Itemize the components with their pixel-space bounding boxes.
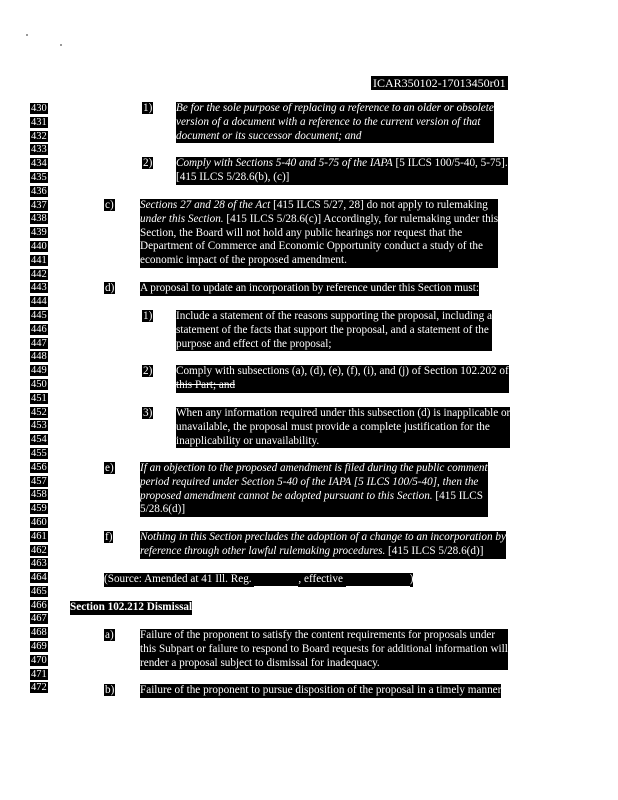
line-number: 433 — [31, 144, 47, 156]
line-number: 431 — [31, 116, 47, 128]
line-number: 457 — [31, 475, 47, 487]
paragraph-f — [140, 531, 506, 559]
line-number: 434 — [31, 158, 47, 170]
item-label: b) — [105, 684, 115, 696]
text-line: Comply with subsections (a), (d), (e), (f), (i), and (j) of Section 102.202 of — [176, 365, 509, 377]
line-number: 462 — [31, 544, 47, 556]
paragraph-c — [140, 199, 498, 268]
line-number: 461 — [31, 530, 47, 542]
section-heading — [70, 601, 192, 615]
text-line: reference through other lawful rulemaking procedures. [415 ILCS 5/28.6(d)] — [140, 545, 506, 559]
line-number: 430 — [31, 103, 47, 114]
line-number: 464 — [31, 572, 47, 584]
text-line: When any information required under this subsection (d) is inapplicable or — [176, 407, 511, 419]
line-number: 452 — [31, 406, 47, 418]
line-number: 456 — [31, 461, 47, 473]
line-number-column — [30, 102, 54, 695]
line-number: 468 — [31, 627, 47, 639]
line-number: 451 — [31, 392, 47, 404]
text-line: [415 ILCS 5/28.6(b), (c)] — [176, 171, 508, 185]
item-label: 1) — [143, 102, 153, 114]
line-number: 443 — [31, 282, 47, 294]
item-label: e) — [105, 462, 114, 474]
line-number: 450 — [31, 378, 47, 390]
text-line: unavailable, the proposal must provide a complete justification for the — [176, 421, 510, 435]
text-line: proposed amendment cannot be adopted pursuant to this Section. [415 ILCS — [140, 490, 488, 504]
text-line: Be for the sole purpose of replacing a reference to an older or obsolete — [176, 102, 494, 114]
item-label: 1) — [143, 310, 153, 322]
text-line: Section, the Board will not hold any public hearings nor request that the — [140, 227, 498, 241]
paragraph-d1 — [176, 310, 492, 351]
text-line: document or its successor document; and — [176, 130, 494, 144]
line-number: 449 — [31, 365, 47, 377]
line-number: 439 — [31, 227, 47, 239]
line-number: 440 — [31, 240, 47, 252]
line-number: 441 — [31, 254, 47, 266]
document-header: ICAR350102-17013450r01 — [373, 76, 506, 90]
paragraph-dismissal-a — [140, 629, 508, 670]
paragraph-dismissal-b — [140, 684, 501, 698]
line-number: 454 — [31, 434, 47, 446]
text-line: Include a statement of the reasons supporting the proposal, including a — [176, 310, 492, 322]
text-line: Failure of the proponent to pursue disposition of the proposal in a timely manner — [140, 684, 502, 696]
line-number: 458 — [31, 489, 47, 501]
line-number: 447 — [31, 337, 47, 349]
line-number: 444 — [31, 296, 47, 308]
line-number: 437 — [31, 199, 47, 211]
line-number: 472 — [31, 682, 47, 694]
text-line: Nothing in this Section precludes the adoption of a change to an incorporation by — [140, 531, 506, 543]
item-label: 3) — [143, 407, 153, 419]
text-line: economic impact of the proposed amendment. — [140, 254, 498, 268]
line-number: 466 — [31, 599, 47, 611]
line-number: 432 — [31, 130, 47, 142]
text-line: period required under Section 5-40 of the IAPA [5 ILCS 100/5-40], then the — [140, 476, 488, 490]
line-number: 448 — [31, 351, 47, 363]
item-label: c) — [105, 199, 114, 211]
scan-speck — [60, 44, 62, 46]
paragraph-d3 — [176, 407, 510, 448]
text-line: render a proposal subject to dismissal for inadequacy. — [140, 657, 508, 671]
text-line: Comply with Sections 5-40 and 5-75 of the IAPA [5 ILCS 100/5-40, 5-75]. — [176, 157, 508, 169]
line-number: 471 — [31, 668, 47, 680]
text-line: Section 102.212 Dismissal — [70, 601, 193, 613]
paragraph-b2 — [176, 157, 508, 185]
line-number: 463 — [31, 558, 47, 570]
item-label: 2) — [143, 157, 153, 169]
item-label: a) — [105, 629, 114, 641]
line-number: 445 — [31, 309, 47, 321]
text-line: Sections 27 and 28 of the Act [415 ILCS 5/27, 28] do not apply to rulemaking — [140, 199, 498, 213]
item-label: 2) — [143, 365, 153, 377]
paragraph-e — [140, 462, 488, 517]
line-number: 460 — [31, 516, 47, 528]
item-label: f) — [105, 531, 113, 543]
text-line: this Subpart or failure to respond to Board requests for additional information will — [140, 642, 508, 655]
line-number: 470 — [31, 654, 47, 666]
text-line: statement of the facts that support the proposal, and a statement of the — [176, 324, 492, 338]
text-line: Failure of the proponent to satisfy the content requirements for proposals under — [140, 629, 508, 643]
line-number: 467 — [31, 613, 47, 625]
text-line: version of a document with a reference to the current version of that — [176, 116, 494, 130]
line-number: 453 — [31, 420, 47, 432]
line-number: 438 — [31, 213, 47, 225]
text-line: under this Section. [415 ILCS 5/28.6(c)] Accordingly, for rulemaking under this — [140, 212, 499, 225]
paragraph-b1 — [176, 102, 494, 143]
text-line: If an objection to the proposed amendment is filed during the public comment — [140, 462, 488, 474]
paragraph-d2 — [176, 365, 509, 393]
source-note — [104, 573, 413, 587]
text-line: 5/28.6(d)] — [140, 503, 488, 517]
text-line: inapplicability or unavailability. — [176, 435, 510, 449]
line-number: 459 — [31, 503, 47, 515]
text-line: A proposal to update an incorporation by reference under this Section must: — [140, 282, 479, 294]
line-number: 446 — [31, 323, 47, 335]
line-number: 469 — [31, 641, 47, 653]
line-number: 465 — [31, 585, 47, 597]
line-number: 455 — [31, 447, 47, 459]
text-line: Department of Commerce and Economic Opportunity conduct a study of the — [140, 240, 498, 254]
text-line: purpose and effect of the proposal; — [176, 338, 492, 352]
text-line: (Source: Amended at 41 Ill. Reg. , effective ) — [104, 573, 414, 585]
text-line: this Part; and — [176, 379, 509, 393]
paragraph-d — [140, 282, 479, 296]
item-label: d) — [105, 282, 115, 294]
line-number: 442 — [31, 268, 47, 280]
scan-speck — [26, 34, 28, 36]
line-number: 435 — [31, 171, 47, 183]
line-number: 436 — [31, 185, 47, 197]
